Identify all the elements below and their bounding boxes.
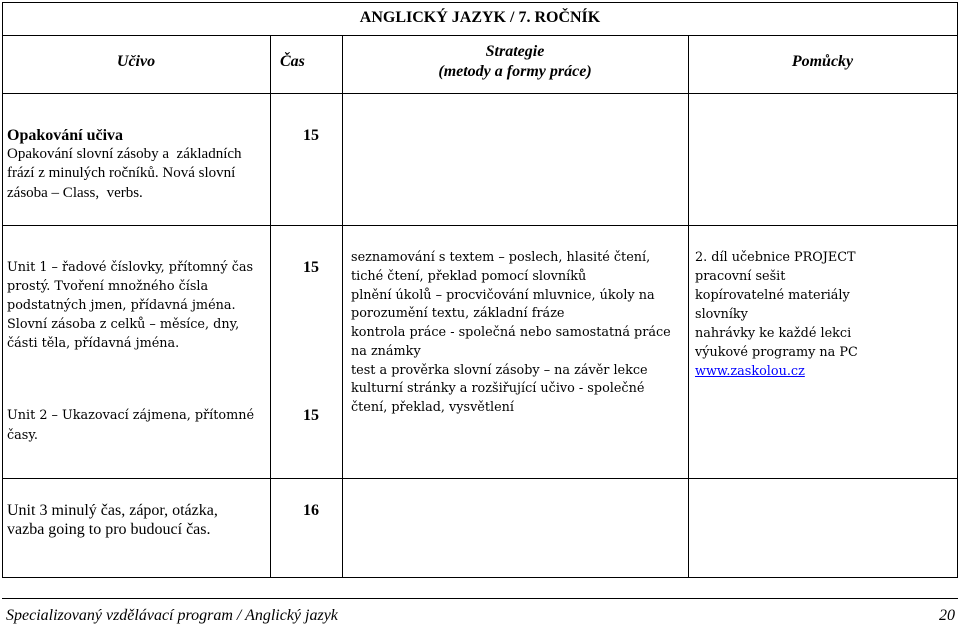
header-row-divider: [2, 93, 958, 94]
strategie-line: kulturní stránky a rozšiřující učivo - společné: [351, 381, 645, 397]
table-title: ANGLICKÝ JAZYK / 7. ROČNÍK: [359, 9, 601, 26]
row-2-unit-1-line: Slovní zásoba z celků – měsíce, dny,: [7, 317, 240, 332]
row-2-unit-1-line: prostý. Tvoření množného čísla: [7, 279, 209, 294]
pomucky-item: výukové programy na PC: [695, 345, 858, 360]
row-2-strategie-cell: [351, 249, 671, 418]
row-3-ucivo-cell: [7, 501, 218, 539]
page-number: 20: [939, 607, 955, 624]
strategie-line: kontrola práce - společná nebo samostatná práce: [351, 325, 671, 340]
row-2-unit-1-cell: [7, 258, 253, 353]
row-2-unit-1-cas-value: 15: [303, 259, 319, 276]
row-3-ucivo-line: Unit 3 minulý čas, zápor, otázka,: [7, 502, 218, 519]
row-2-unit-2-line: časy.: [7, 428, 38, 443]
title-row-divider: [2, 35, 958, 36]
footer-rule: [2, 598, 958, 599]
row-3-ucivo-line: vazba going to pro budoucí čas.: [7, 521, 211, 538]
column-header-strategie-title: Strategie: [485, 43, 545, 60]
row-1-cas-value: 15: [303, 127, 319, 144]
row-2-unit-2-cas-value: 15: [303, 407, 319, 424]
row-divider: [2, 478, 958, 479]
row-2-pomucky-cell: [695, 248, 858, 381]
table-border-top: [2, 2, 958, 3]
column-header-strategie: [342, 42, 688, 82]
row-2-unit-1-line: podstatných jmen, přídavná jména.: [7, 298, 236, 313]
strategie-line: čtení, překlad, vysvětlení: [351, 400, 515, 415]
row-2-unit-2-cell: [7, 406, 254, 446]
column-divider: [270, 35, 271, 577]
strategie-line: porozumění textu, základní fráze: [351, 306, 565, 322]
row-1-heading: Opakování učiva: [7, 127, 124, 144]
website-link[interactable]: www.zaskolou.cz: [695, 364, 805, 379]
pomucky-item: slovníky: [695, 307, 748, 322]
row-divider: [2, 225, 958, 226]
table-border-right: [957, 2, 958, 578]
column-divider: [688, 35, 689, 577]
pomucky-item: kopírovatelné materiály: [695, 288, 850, 303]
column-header-pomucky: Pomůcky: [791, 53, 854, 70]
row-1-ucivo-line: Opakování slovní zásoby a základních: [7, 146, 242, 163]
row-1-ucivo-line: frází z minulých ročníků. Nová slovní: [7, 165, 236, 182]
row-2-unit-1-line: Unit 1 – řadové číslovky, přítomný čas: [7, 260, 254, 275]
pomucky-item: nahrávky ke každé lekci: [695, 326, 852, 341]
column-divider: [342, 35, 343, 577]
column-header-cas: Čas: [280, 53, 305, 70]
strategie-line: plnění úkolů – procvičování mluvnice, úkoly na: [351, 287, 655, 303]
table-border-left: [2, 2, 3, 578]
strategie-line: tiché čtení, překlad pomocí slovníků: [351, 268, 587, 284]
row-1-ucivo-line: zásoba – Class, verbs.: [7, 184, 143, 201]
row-1-ucivo-cell: [7, 126, 242, 203]
pomucky-item: 2. díl učebnice PROJECT: [695, 250, 856, 265]
row-3-cas-value: 16: [303, 502, 319, 519]
table-border-bottom: [2, 577, 958, 578]
strategie-line: seznamování s textem – poslech, hlasité čtení,: [351, 250, 651, 265]
footer-program-title: Specializovaný vzdělávací program / Anglický jazyk: [6, 607, 338, 624]
pomucky-item: pracovní sešit: [695, 269, 786, 284]
column-header-ucivo: Učivo: [116, 53, 156, 70]
row-2-unit-1-line: části těla, přídavná jména.: [7, 336, 180, 351]
strategie-line: test a prověrka slovní zásoby – na závěr lekce: [351, 362, 648, 378]
strategie-line: na známky: [351, 343, 421, 359]
column-header-strategie-subtitle: (metody a formy práce): [438, 63, 592, 80]
row-2-unit-2-line: Unit 2 – Ukazovací zájmena, přítomné: [7, 408, 255, 423]
